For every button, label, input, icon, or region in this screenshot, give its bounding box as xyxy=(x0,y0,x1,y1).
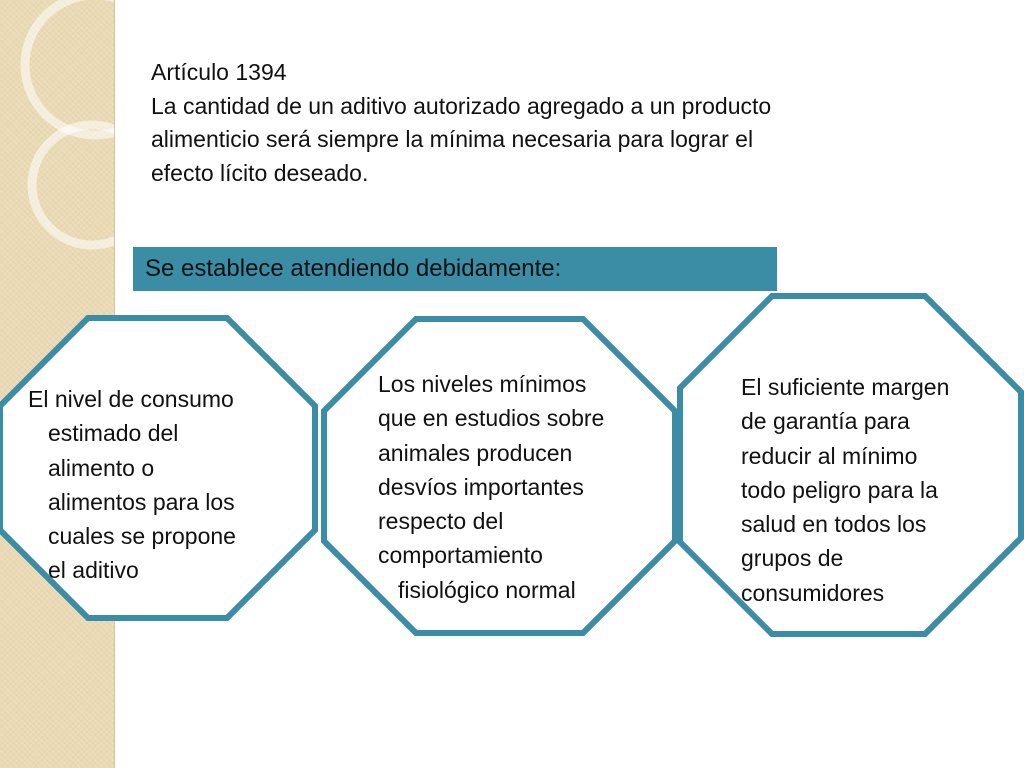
criterion-animal-studies-text xyxy=(378,367,604,607)
criterion-line: desvíos importantes xyxy=(378,473,584,500)
criterion-line: reducir al mínimo xyxy=(741,442,918,469)
criterion-consumption-text xyxy=(28,382,236,588)
banner: Se establece atendiendo debidamente: xyxy=(133,247,777,291)
criterion-line: consumidores xyxy=(741,579,885,606)
criterion-line: de garantía para xyxy=(741,408,910,435)
criterion-line: estimado del xyxy=(48,420,179,447)
criterion-safety-margin-text xyxy=(741,370,949,610)
criterion-line: salud en todos los xyxy=(741,511,927,538)
criterion-line: Los niveles mínimos xyxy=(378,371,587,397)
criterion-line: fisiológico normal xyxy=(398,576,576,603)
criterion-line: comportamiento xyxy=(378,542,543,569)
criterion-line: El nivel de consumo xyxy=(28,386,234,412)
criterion-line: el aditivo xyxy=(48,557,139,584)
criterion-line: grupos de xyxy=(741,545,844,572)
criterion-line: alimentos para los xyxy=(48,488,235,515)
article-body-line: La cantidad de un aditivo autorizado agregado a un producto xyxy=(151,92,772,119)
article-heading: Artículo 1394 xyxy=(151,59,287,85)
criterion-line: respecto del xyxy=(378,508,504,535)
criterion-line: El suficiente margen xyxy=(741,374,950,400)
criterion-line: alimento o xyxy=(48,454,155,481)
criterion-line: todo peligro para la xyxy=(741,476,938,503)
criterion-line: cuales se propone xyxy=(48,523,236,550)
criterion-line: que en estudios sobre xyxy=(378,405,605,432)
criterion-line: animales producen xyxy=(378,439,573,466)
article-body-line: alimenticio será siempre la mínima necesaria para lograr el xyxy=(151,126,754,152)
article-body-line: efecto lícito deseado. xyxy=(151,159,369,186)
